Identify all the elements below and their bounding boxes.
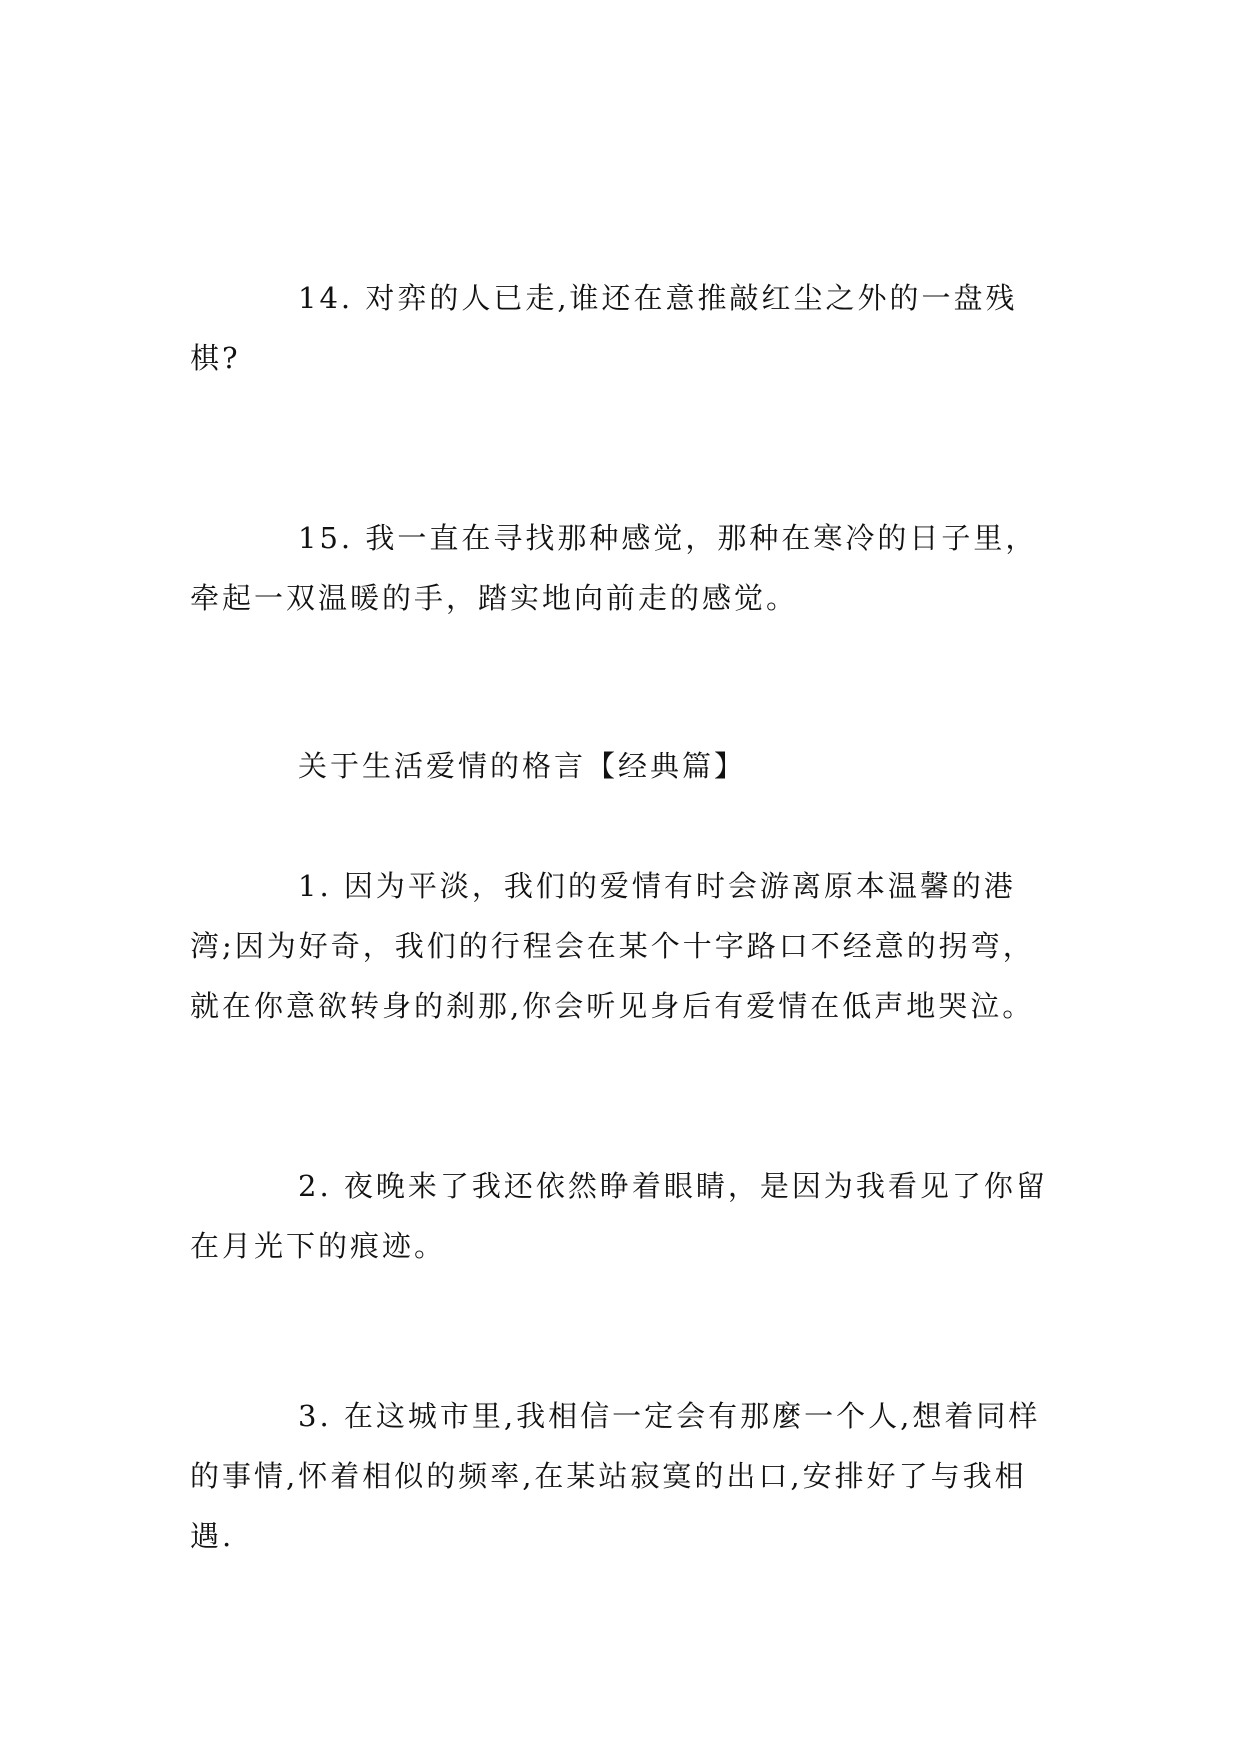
paragraph-15: 15. 我一直在寻找那种感觉，那种在寒冷的日子里，牵起一双温暖的手，踏实地向前走的感觉。	[190, 521, 1038, 615]
quote-item-1: 1. 因为平淡，我们的爱情有时会游离原本温馨的港湾;因为好奇，我们的行程会在某个十字路口不经意的拐弯，就在你意欲转身的刹那,你会听见身后有爱情在低声地哭泣。	[190, 869, 1035, 1023]
quote-item-3: 3. 在这城市里,我相信一定会有那麼一个人,想着同样的事情,怀着相似的频率,在某站寂寞的出口,安排好了与我相遇.	[190, 1399, 1041, 1553]
section-heading: 关于生活爱情的格言【经典篇】	[298, 749, 747, 783]
quote-item-2: 2. 夜晚来了我还依然睁着眼睛，是因为我看见了你留在月光下的痕迹。	[190, 1169, 1048, 1263]
paragraph-14: 14. 对弈的人已走,谁还在意推敲红尘之外的一盘残棋?	[190, 281, 1018, 375]
